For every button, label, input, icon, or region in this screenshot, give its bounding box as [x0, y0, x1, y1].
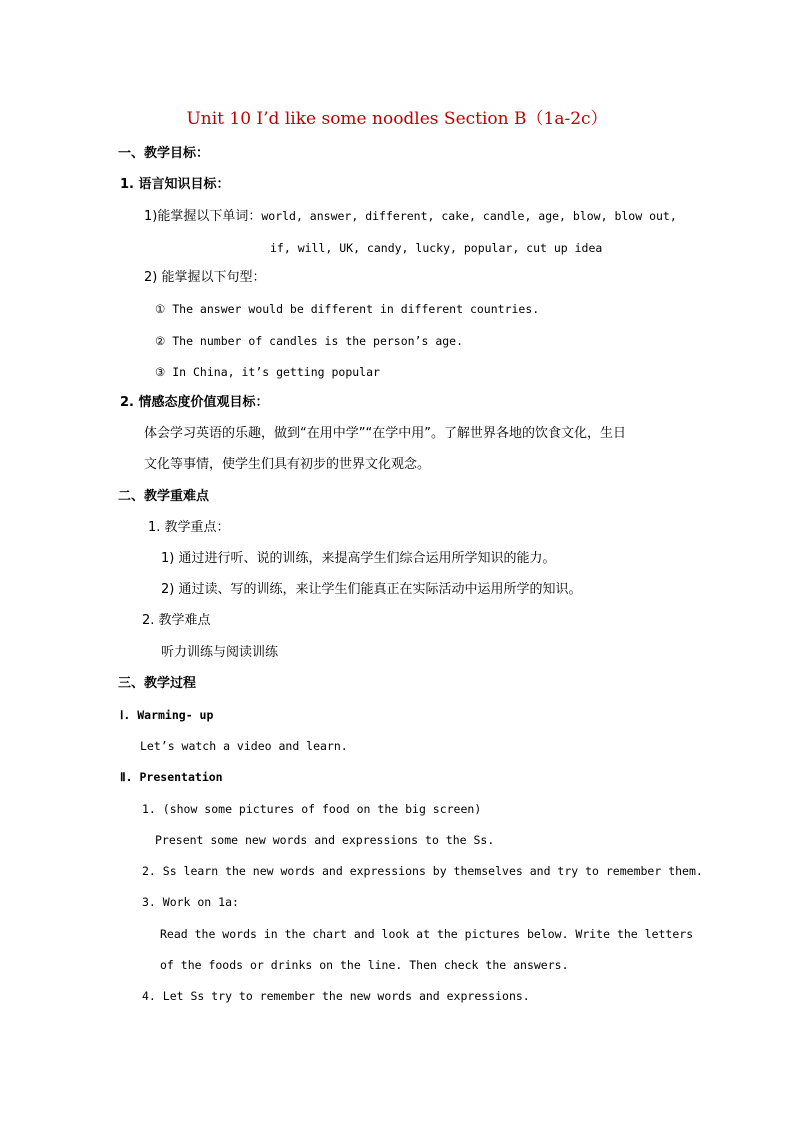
presentation-step-1: 1. (show some pictures of food on the big screen) [142, 802, 482, 816]
presentation-heading: Ⅱ. Presentation [120, 770, 223, 784]
warming-up-heading: Ⅰ. Warming- up [120, 708, 214, 722]
section-1-heading: 一、教学目标： [118, 146, 210, 161]
difficult-point-1: 听力训练与阅读训练 [161, 645, 279, 660]
presentation-step-3: 3. Work on 1a: [142, 895, 239, 909]
section-3-heading: 三、教学过程 [118, 676, 197, 691]
key-point-1: 1) 通过进行听、说的训练，来提高学生们综合运用所学知识的能力。 [161, 551, 556, 566]
presentation-step-3-detail-1: Read the words in the chart and look at the pictures below. Write the letters [160, 927, 694, 941]
warming-up-text: Let’s watch a video and learn. [140, 739, 348, 753]
presentation-step-2: 2. Ss learn the new words and expressions by themselves and try to remember them. [142, 864, 703, 878]
key-point-2: 2) 通过读、写的训练，来让学生们能真正在实际活动中运用所学的知识。 [161, 582, 582, 597]
attitude-goals-heading: 2. 情感态度价值观目标： [120, 395, 269, 410]
sentence-2: ② The number of candles is the person’s age. [155, 334, 464, 348]
presentation-step-1-detail: Present some new words and expressions to the Ss. [155, 833, 495, 847]
sentence-1: ① The answer would be different in different countries. [155, 302, 540, 316]
difficult-points-heading: 2. 教学难点 [142, 613, 211, 628]
page-title: Unit 10 I’d like some noodles Section B（1a-2c） [186, 109, 608, 129]
language-goals-heading: 1. 语言知识目标： [120, 177, 230, 192]
attitude-text-1: 体会学习英语的乐趣，做到“在用中学”“在学中用”。了解世界各地的饮食文化，生日 [144, 426, 626, 441]
vocab-line-1 [144, 208, 677, 225]
sentence-3: ③ In China, it’s getting popular [155, 365, 380, 379]
vocab-words-2: if, will, UK, candy, lucky, popular, cut up idea [270, 241, 603, 255]
presentation-step-4: 4. Let Ss try to remember the new words and expressions. [142, 989, 530, 1003]
attitude-text-2: 文化等事情，使学生们具有初步的世界文化观念。 [144, 457, 431, 472]
key-points-heading: 1. 教学重点： [148, 520, 230, 535]
sentence-patterns-label: 2) 能掌握以下句型： [144, 270, 266, 285]
section-2-heading: 二、教学重难点 [118, 489, 210, 504]
presentation-step-3-detail-2: of the foods or drinks on the line. Then check the answers. [160, 958, 569, 972]
vocab-label: 1)能掌握以下单词： [144, 209, 262, 224]
vocab-words-1: world, answer, different, cake, candle, age, blow, blow out, [261, 209, 677, 223]
